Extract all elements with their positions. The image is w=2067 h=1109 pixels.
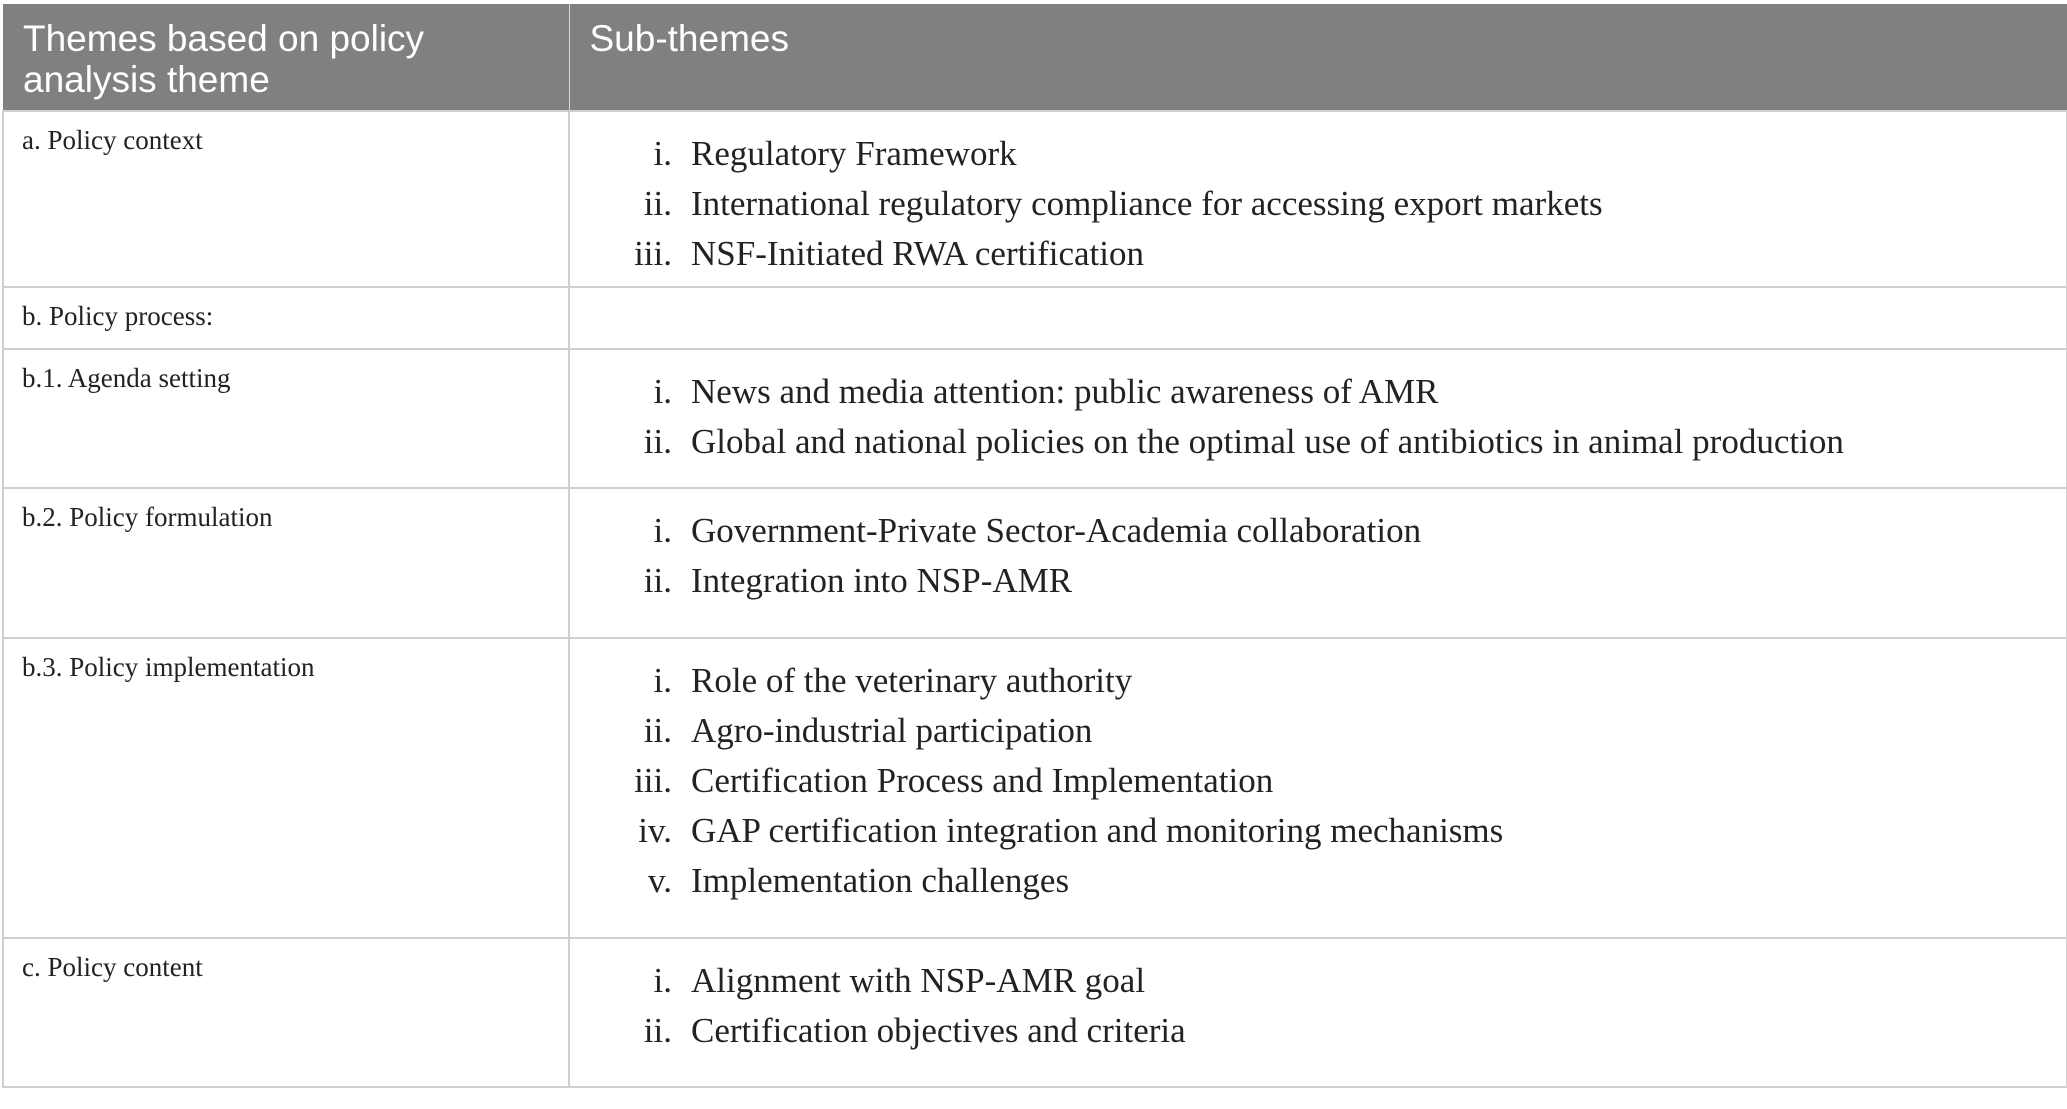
list-item bbox=[570, 656, 2066, 706]
list-item bbox=[570, 556, 2066, 606]
list-item bbox=[570, 1006, 2066, 1056]
subtheme-text: International regulatory compliance for accessing export markets bbox=[691, 184, 1603, 223]
subtheme-text: Global and national policies on the optimal use of antibiotics in animal production bbox=[691, 422, 1844, 461]
theme-cell: b.2. Policy formulation bbox=[3, 488, 569, 638]
subtheme-text: GAP certification integration and monitoring mechanisms bbox=[691, 811, 1504, 850]
list-number: ii. bbox=[643, 184, 672, 223]
subtheme-list bbox=[570, 367, 2066, 467]
subtheme-text: Government-Private Sector-Academia collaboration bbox=[691, 511, 1422, 550]
subthemes-cell bbox=[569, 287, 2067, 349]
subtheme-text: NSF-Initiated RWA certification bbox=[691, 234, 1144, 273]
list-number: ii. bbox=[643, 711, 672, 750]
list-number: iii. bbox=[634, 761, 672, 800]
list-number: i. bbox=[653, 511, 672, 550]
theme-cell: a. Policy context bbox=[3, 111, 569, 287]
list-number: i. bbox=[653, 661, 672, 700]
list-item bbox=[570, 856, 2066, 906]
list-item bbox=[570, 129, 2066, 179]
subtheme-text: Agro-industrial participation bbox=[691, 711, 1093, 750]
list-number: iii. bbox=[634, 234, 672, 273]
subtheme-list bbox=[570, 506, 2066, 606]
subtheme-list bbox=[570, 129, 2066, 279]
themes-table bbox=[2, 4, 2067, 1088]
table-header-row bbox=[3, 4, 2067, 111]
subthemes-cell bbox=[569, 111, 2067, 287]
subtheme-text: News and media attention: public awareness of AMR bbox=[691, 372, 1439, 411]
list-number: i. bbox=[653, 961, 672, 1000]
table-row bbox=[3, 638, 2067, 938]
list-number: ii. bbox=[643, 422, 672, 461]
subtheme-text: Role of the veterinary authority bbox=[691, 661, 1133, 700]
subthemes-cell bbox=[569, 349, 2067, 488]
subthemes-cell bbox=[569, 488, 2067, 638]
list-item bbox=[570, 956, 2066, 1006]
subtheme-text: Alignment with NSP-AMR goal bbox=[691, 961, 1146, 1000]
table-row bbox=[3, 938, 2067, 1087]
list-number: ii. bbox=[643, 1011, 672, 1050]
list-number: iv. bbox=[638, 811, 672, 850]
header-subthemes: Sub-themes bbox=[569, 4, 2067, 111]
list-item bbox=[570, 506, 2066, 556]
list-number: i. bbox=[653, 372, 672, 411]
subtheme-text: Implementation challenges bbox=[691, 861, 1070, 900]
subthemes-cell bbox=[569, 938, 2067, 1087]
list-item bbox=[570, 756, 2066, 806]
list-number: ii. bbox=[643, 561, 672, 600]
list-number: i. bbox=[653, 134, 672, 173]
list-item bbox=[570, 417, 2066, 467]
list-item bbox=[570, 229, 2066, 279]
table-row bbox=[3, 111, 2067, 287]
list-number: v. bbox=[648, 861, 672, 900]
subtheme-list bbox=[570, 956, 2066, 1056]
theme-cell: c. Policy content bbox=[3, 938, 569, 1087]
list-item bbox=[570, 806, 2066, 856]
subtheme-text: Certification Process and Implementation bbox=[691, 761, 1274, 800]
subtheme-text: Regulatory Framework bbox=[691, 134, 1017, 173]
theme-cell: b.3. Policy implementation bbox=[3, 638, 569, 938]
subthemes-cell bbox=[569, 638, 2067, 938]
theme-cell: b.1. Agenda setting bbox=[3, 349, 569, 488]
list-item bbox=[570, 367, 2066, 417]
list-item bbox=[570, 706, 2066, 756]
list-item bbox=[570, 179, 2066, 229]
subtheme-text: Certification objectives and criteria bbox=[691, 1011, 1186, 1050]
header-themes: Themes based on policy analysis theme bbox=[3, 4, 569, 111]
table-row bbox=[3, 287, 2067, 349]
subtheme-list bbox=[570, 656, 2066, 906]
table-row bbox=[3, 349, 2067, 488]
theme-cell: b. Policy process: bbox=[3, 287, 569, 349]
subtheme-text: Integration into NSP-AMR bbox=[691, 561, 1073, 600]
table-row bbox=[3, 488, 2067, 638]
